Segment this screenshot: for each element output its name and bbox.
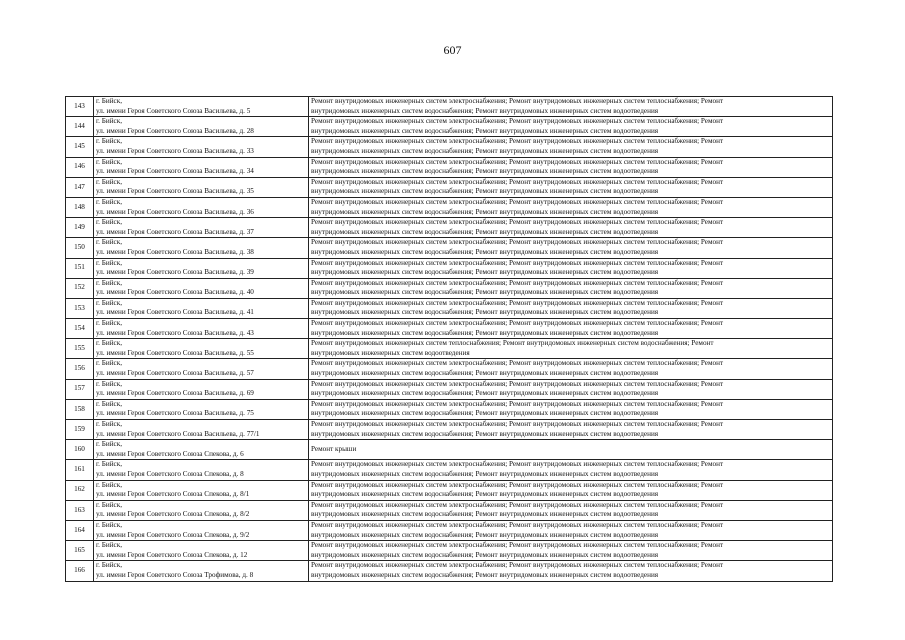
work-type-cell [309, 298, 833, 318]
address-cell [94, 500, 309, 520]
address-cell [94, 197, 309, 217]
work-type-line-2: внутридомовых инженерных систем водоснабжения; Ремонт внутридомовых инженерных систем водоотведения [311, 288, 659, 297]
table-row [66, 359, 833, 379]
work-type-line-1: Ремонт внутридомовых инженерных систем электроснабжения; Ремонт внутридомовых инженерных систем теплоснабжения; Ремонт [311, 298, 724, 307]
work-type-cell [309, 379, 833, 399]
address-street: ул. имени Героя Советского Союза Спекова, д. 8 [96, 469, 244, 478]
address-city: г. Бийск, [96, 197, 123, 206]
row-number: 166 [66, 561, 94, 581]
row-number: 156 [66, 359, 94, 379]
address-cell [94, 480, 309, 500]
work-type-line-2: внутридомовых инженерных систем водоснабжения; Ремонт внутридомовых инженерных систем водоотведения [311, 167, 659, 176]
address-city: г. Бийск, [96, 460, 123, 469]
address-street: ул. имени Героя Советского Союза Васильева, д. 55 [96, 348, 254, 357]
address-city: г. Бийск, [96, 97, 123, 105]
work-type-line-1: Ремонт внутридомовых инженерных систем электроснабжения; Ремонт внутридомовых инженерных систем теплоснабжения; Ремонт [311, 520, 724, 529]
table-row [66, 541, 833, 561]
table-row [66, 319, 833, 339]
work-type-line-2: внутридомовых инженерных систем водоснабжения; Ремонт внутридомовых инженерных систем водоотведения [311, 369, 659, 378]
work-type-line-2: внутридомовых инженерных систем водоснабжения; Ремонт внутридомовых инженерных систем водоотведения [311, 469, 659, 478]
row-number: 160 [66, 440, 94, 460]
work-type-line-2: внутридомовых инженерных систем водоснабжения; Ремонт внутридомовых инженерных систем водоотведения [311, 207, 659, 216]
address-cell [94, 177, 309, 197]
table-row [66, 440, 833, 460]
address-city: г. Бийск, [96, 298, 123, 307]
row-number: 164 [66, 520, 94, 540]
work-type-line-1: Ремонт внутридомовых инженерных систем электроснабжения; Ремонт внутридомовых инженерных систем теплоснабжения; Ремонт [311, 258, 724, 267]
row-number: 163 [66, 500, 94, 520]
row-number: 157 [66, 379, 94, 399]
table-row [66, 561, 833, 581]
address-street: ул. имени Героя Советского Союза Спекова, д. 9/2 [96, 530, 250, 539]
row-number: 144 [66, 117, 94, 137]
row-number: 146 [66, 157, 94, 177]
work-type-line-1: Ремонт внутридомовых инженерных систем электроснабжения; Ремонт внутридомовых инженерных систем теплоснабжения; Ремонт [311, 420, 724, 428]
address-cell [94, 278, 309, 298]
work-type-cell [309, 177, 833, 197]
row-number: 151 [66, 258, 94, 278]
work-type-line-1: Ремонт внутридомовых инженерных систем электроснабжения; Ремонт внутридомовых инженерных систем теплоснабжения; Ремонт [311, 197, 724, 206]
address-city: г. Бийск, [96, 500, 123, 509]
work-type-line-2: внутридомовых инженерных систем водоснабжения; Ремонт внутридомовых инженерных систем водоотведения [311, 530, 659, 539]
work-type-line-1: Ремонт крыши [311, 444, 357, 453]
table-row [66, 278, 833, 298]
address-street: ул. имени Героя Советского Союза Трофимова, д. 8 [96, 570, 254, 579]
address-cell [94, 399, 309, 419]
address-city: г. Бийск, [96, 117, 123, 126]
work-type-cell [309, 480, 833, 500]
registry-table [65, 96, 833, 582]
address-city: г. Бийск, [96, 399, 123, 408]
table-row [66, 460, 833, 480]
address-street: ул. имени Героя Советского Союза Васильева, д. 38 [96, 247, 254, 256]
work-type-line-2: внутридомовых инженерных систем водоснабжения; Ремонт внутридомовых инженерных систем водоотведения [311, 328, 659, 337]
address-street: ул. имени Героя Советского Союза Спекова, д. 8/1 [96, 490, 250, 499]
table-row [66, 177, 833, 197]
address-street: ул. имени Героя Советского Союза Васильева, д. 75 [96, 409, 254, 418]
table-row [66, 97, 833, 117]
table-row [66, 157, 833, 177]
work-type-line-2: внутридомовых инженерных систем водоснабжения; Ремонт внутридомовых инженерных систем водоотведения [311, 429, 659, 438]
address-cell [94, 238, 309, 258]
work-type-line-1: Ремонт внутридомовых инженерных систем теплоснабжения; Ремонт внутридомовых инженерных систем водоснабжения; Ремонт [311, 339, 714, 348]
address-cell [94, 218, 309, 238]
work-type-line-2: внутридомовых инженерных систем водоснабжения; Ремонт внутридомовых инженерных систем водоотведения [311, 308, 659, 317]
address-street: ул. имени Героя Советского Союза Васильева, д. 5 [96, 106, 251, 115]
address-cell [94, 379, 309, 399]
address-street: ул. имени Героя Советского Союза Васильева, д. 41 [96, 308, 254, 317]
table-row [66, 117, 833, 137]
address-city: г. Бийск, [96, 420, 123, 428]
work-type-line-2: внутридомовых инженерных систем водоснабжения; Ремонт внутридомовых инженерных систем водоотведения [311, 126, 659, 135]
work-type-cell [309, 500, 833, 520]
address-cell [94, 440, 309, 460]
row-number: 147 [66, 177, 94, 197]
work-type-cell [309, 238, 833, 258]
row-number: 143 [66, 97, 94, 117]
row-number: 153 [66, 298, 94, 318]
address-street: ул. имени Героя Советского Союза Васильева, д. 57 [96, 369, 254, 378]
address-cell [94, 460, 309, 480]
address-street: ул. имени Героя Советского Союза Васильева, д. 69 [96, 389, 254, 398]
work-type-line-2: внутридомовых инженерных систем водоснабжения; Ремонт внутридомовых инженерных систем водоотведения [311, 550, 659, 559]
address-city: г. Бийск, [96, 278, 123, 287]
work-type-line-2: внутридомовых инженерных систем водоснабжения; Ремонт внутридомовых инженерных систем водоотведения [311, 570, 659, 579]
address-city: г. Бийск, [96, 359, 123, 368]
row-number: 152 [66, 278, 94, 298]
table-row [66, 218, 833, 238]
address-street: ул. имени Героя Советского Союза Васильева, д. 35 [96, 187, 254, 196]
address-city: г. Бийск, [96, 137, 123, 146]
page-number: 607 [443, 43, 462, 57]
work-type-line-1: Ремонт внутридомовых инженерных систем электроснабжения; Ремонт внутридомовых инженерных систем теплоснабжения; Ремонт [311, 359, 724, 368]
work-type-cell [309, 117, 833, 137]
work-type-line-2: внутридомовых инженерных систем водоснабжения; Ремонт внутридомовых инженерных систем водоотведения [311, 490, 659, 499]
work-type-cell [309, 197, 833, 217]
work-type-cell [309, 460, 833, 480]
address-cell [94, 298, 309, 318]
address-cell [94, 339, 309, 359]
address-street: ул. имени Героя Советского Союза Спекова, д. 12 [96, 550, 248, 559]
row-number: 154 [66, 319, 94, 339]
address-city: г. Бийск, [96, 319, 123, 328]
row-number: 162 [66, 480, 94, 500]
work-type-cell [309, 137, 833, 157]
work-type-line-2: внутридомовых инженерных систем водоснабжения; Ремонт внутридомовых инженерных систем водоотведения [311, 106, 659, 115]
address-cell [94, 541, 309, 561]
work-type-line-1: Ремонт внутридомовых инженерных систем электроснабжения; Ремонт внутридомовых инженерных систем теплоснабжения; Ремонт [311, 117, 724, 126]
work-type-cell [309, 359, 833, 379]
address-city: г. Бийск, [96, 520, 123, 529]
table-row [66, 197, 833, 217]
work-type-line-1: Ремонт внутридомовых инженерных систем электроснабжения; Ремонт внутридомовых инженерных систем теплоснабжения; Ремонт [311, 561, 724, 570]
address-street: ул. имени Героя Советского Союза Васильева, д. 34 [96, 167, 254, 176]
table-row [66, 238, 833, 258]
work-type-line-1: Ремонт внутридомовых инженерных систем электроснабжения; Ремонт внутридомовых инженерных систем теплоснабжения; Ремонт [311, 157, 724, 166]
work-type-cell [309, 541, 833, 561]
address-cell [94, 359, 309, 379]
address-street: ул. имени Героя Советского Союза Васильева, д. 43 [96, 328, 254, 337]
table-row [66, 500, 833, 520]
table-row [66, 258, 833, 278]
work-type-line-2: внутридомовых инженерных систем водоснабжения; Ремонт внутридомовых инженерных систем водоотведения [311, 146, 659, 155]
row-number: 148 [66, 197, 94, 217]
work-type-cell [309, 339, 833, 359]
address-city: г. Бийск, [96, 561, 123, 570]
work-type-line-2: внутридомовых инженерных систем водоснабжения; Ремонт внутридомовых инженерных систем водоотведения [311, 268, 659, 277]
address-city: г. Бийск, [96, 157, 123, 166]
work-type-cell [309, 420, 833, 440]
address-city: г. Бийск, [96, 218, 123, 227]
address-street: ул. имени Героя Советского Союза Васильева, д. 28 [96, 126, 254, 135]
work-type-cell [309, 218, 833, 238]
table-row [66, 339, 833, 359]
address-street: ул. имени Героя Советского Союза Спекова, д. 8/2 [96, 510, 250, 519]
work-type-line-1: Ремонт внутридомовых инженерных систем электроснабжения; Ремонт внутридомовых инженерных систем теплоснабжения; Ремонт [311, 97, 724, 105]
work-type-cell [309, 561, 833, 581]
address-street: ул. имени Героя Советского Союза Васильева, д. 33 [96, 146, 254, 155]
address-street: ул. имени Героя Советского Союза Васильева, д. 37 [96, 227, 254, 236]
address-street: ул. имени Героя Советского Союза Васильева, д. 36 [96, 207, 254, 216]
work-type-line-1: Ремонт внутридомовых инженерных систем электроснабжения; Ремонт внутридомовых инженерных систем теплоснабжения; Ремонт [311, 480, 724, 489]
work-type-cell [309, 97, 833, 117]
work-type-cell [309, 278, 833, 298]
work-type-line-2: внутридомовых инженерных систем водоснабжения; Ремонт внутридомовых инженерных систем водоотведения [311, 409, 659, 418]
work-type-line-1: Ремонт внутридомовых инженерных систем электроснабжения; Ремонт внутридомовых инженерных систем теплоснабжения; Ремонт [311, 319, 724, 328]
table-row [66, 298, 833, 318]
work-type-line-1: Ремонт внутридомовых инженерных систем электроснабжения; Ремонт внутридомовых инженерных систем теплоснабжения; Ремонт [311, 278, 724, 287]
address-cell [94, 561, 309, 581]
row-number: 161 [66, 460, 94, 480]
address-street: ул. имени Героя Советского Союза Васильева, д. 40 [96, 288, 254, 297]
work-type-cell [309, 258, 833, 278]
work-type-line-2: внутридомовых инженерных систем водоснабжения; Ремонт внутридомовых инженерных систем водоотведения [311, 247, 659, 256]
address-cell [94, 97, 309, 117]
work-type-line-1: Ремонт внутридомовых инженерных систем электроснабжения; Ремонт внутридомовых инженерных систем теплоснабжения; Ремонт [311, 177, 724, 186]
table-row [66, 137, 833, 157]
address-street: ул. имени Героя Советского Союза Спекова, д. 6 [96, 449, 244, 458]
work-type-cell [309, 157, 833, 177]
row-number: 165 [66, 541, 94, 561]
address-cell [94, 520, 309, 540]
work-type-cell [309, 520, 833, 540]
work-type-line-2: внутридомовых инженерных систем водоснабжения; Ремонт внутридомовых инженерных систем водоотведения [311, 227, 659, 236]
row-number: 155 [66, 339, 94, 359]
work-type-line-2: внутридомовых инженерных систем водоснабжения; Ремонт внутридомовых инженерных систем водоотведения [311, 389, 659, 398]
work-type-cell [309, 319, 833, 339]
address-city: г. Бийск, [96, 258, 123, 267]
row-number: 149 [66, 218, 94, 238]
row-number: 159 [66, 420, 94, 440]
address-street: ул. имени Героя Советского Союза Васильева, д. 77/1 [96, 429, 260, 438]
address-cell [94, 319, 309, 339]
work-type-line-1: Ремонт внутридомовых инженерных систем электроснабжения; Ремонт внутридомовых инженерных систем теплоснабжения; Ремонт [311, 379, 724, 388]
address-cell [94, 137, 309, 157]
address-city: г. Бийск, [96, 480, 123, 489]
address-city: г. Бийск, [96, 238, 123, 247]
work-type-line-1: Ремонт внутридомовых инженерных систем электроснабжения; Ремонт внутридомовых инженерных систем теплоснабжения; Ремонт [311, 238, 724, 247]
work-type-line-1: Ремонт внутридомовых инженерных систем электроснабжения; Ремонт внутридомовых инженерных систем теплоснабжения; Ремонт [311, 218, 724, 227]
work-type-line-1: Ремонт внутридомовых инженерных систем электроснабжения; Ремонт внутридомовых инженерных систем теплоснабжения; Ремонт [311, 541, 724, 550]
address-city: г. Бийск, [96, 541, 123, 550]
address-cell [94, 420, 309, 440]
address-cell [94, 117, 309, 137]
table-row [66, 520, 833, 540]
work-type-line-2: внутридомовых инженерных систем водоснабжения; Ремонт внутридомовых инженерных систем водоотведения [311, 510, 659, 519]
work-type-line-1: Ремонт внутридомовых инженерных систем электроснабжения; Ремонт внутридомовых инженерных систем теплоснабжения; Ремонт [311, 500, 724, 509]
work-type-cell [309, 399, 833, 419]
address-cell [94, 157, 309, 177]
work-type-line-2: внутридомовых инженерных систем водоснабжения; Ремонт внутридомовых инженерных систем водоотведения [311, 187, 659, 196]
row-number: 145 [66, 137, 94, 157]
address-city: г. Бийск, [96, 379, 123, 388]
table-row [66, 420, 833, 440]
work-type-cell [309, 440, 833, 460]
work-type-line-1: Ремонт внутридомовых инженерных систем электроснабжения; Ремонт внутридомовых инженерных систем теплоснабжения; Ремонт [311, 399, 724, 408]
work-type-line-2: внутридомовых инженерных систем водоотведения [311, 348, 470, 357]
address-city: г. Бийск, [96, 440, 123, 449]
address-city: г. Бийск, [96, 339, 123, 348]
row-number: 150 [66, 238, 94, 258]
address-cell [94, 258, 309, 278]
address-city: г. Бийск, [96, 177, 123, 186]
row-number: 158 [66, 399, 94, 419]
table-row [66, 399, 833, 419]
work-type-line-1: Ремонт внутридомовых инженерных систем электроснабжения; Ремонт внутридомовых инженерных систем теплоснабжения; Ремонт [311, 460, 724, 469]
work-type-line-1: Ремонт внутридомовых инженерных систем электроснабжения; Ремонт внутридомовых инженерных систем теплоснабжения; Ремонт [311, 137, 724, 146]
table-row [66, 480, 833, 500]
table-row [66, 379, 833, 399]
registry-table-body [66, 97, 833, 582]
address-street: ул. имени Героя Советского Союза Васильева, д. 39 [96, 268, 254, 277]
